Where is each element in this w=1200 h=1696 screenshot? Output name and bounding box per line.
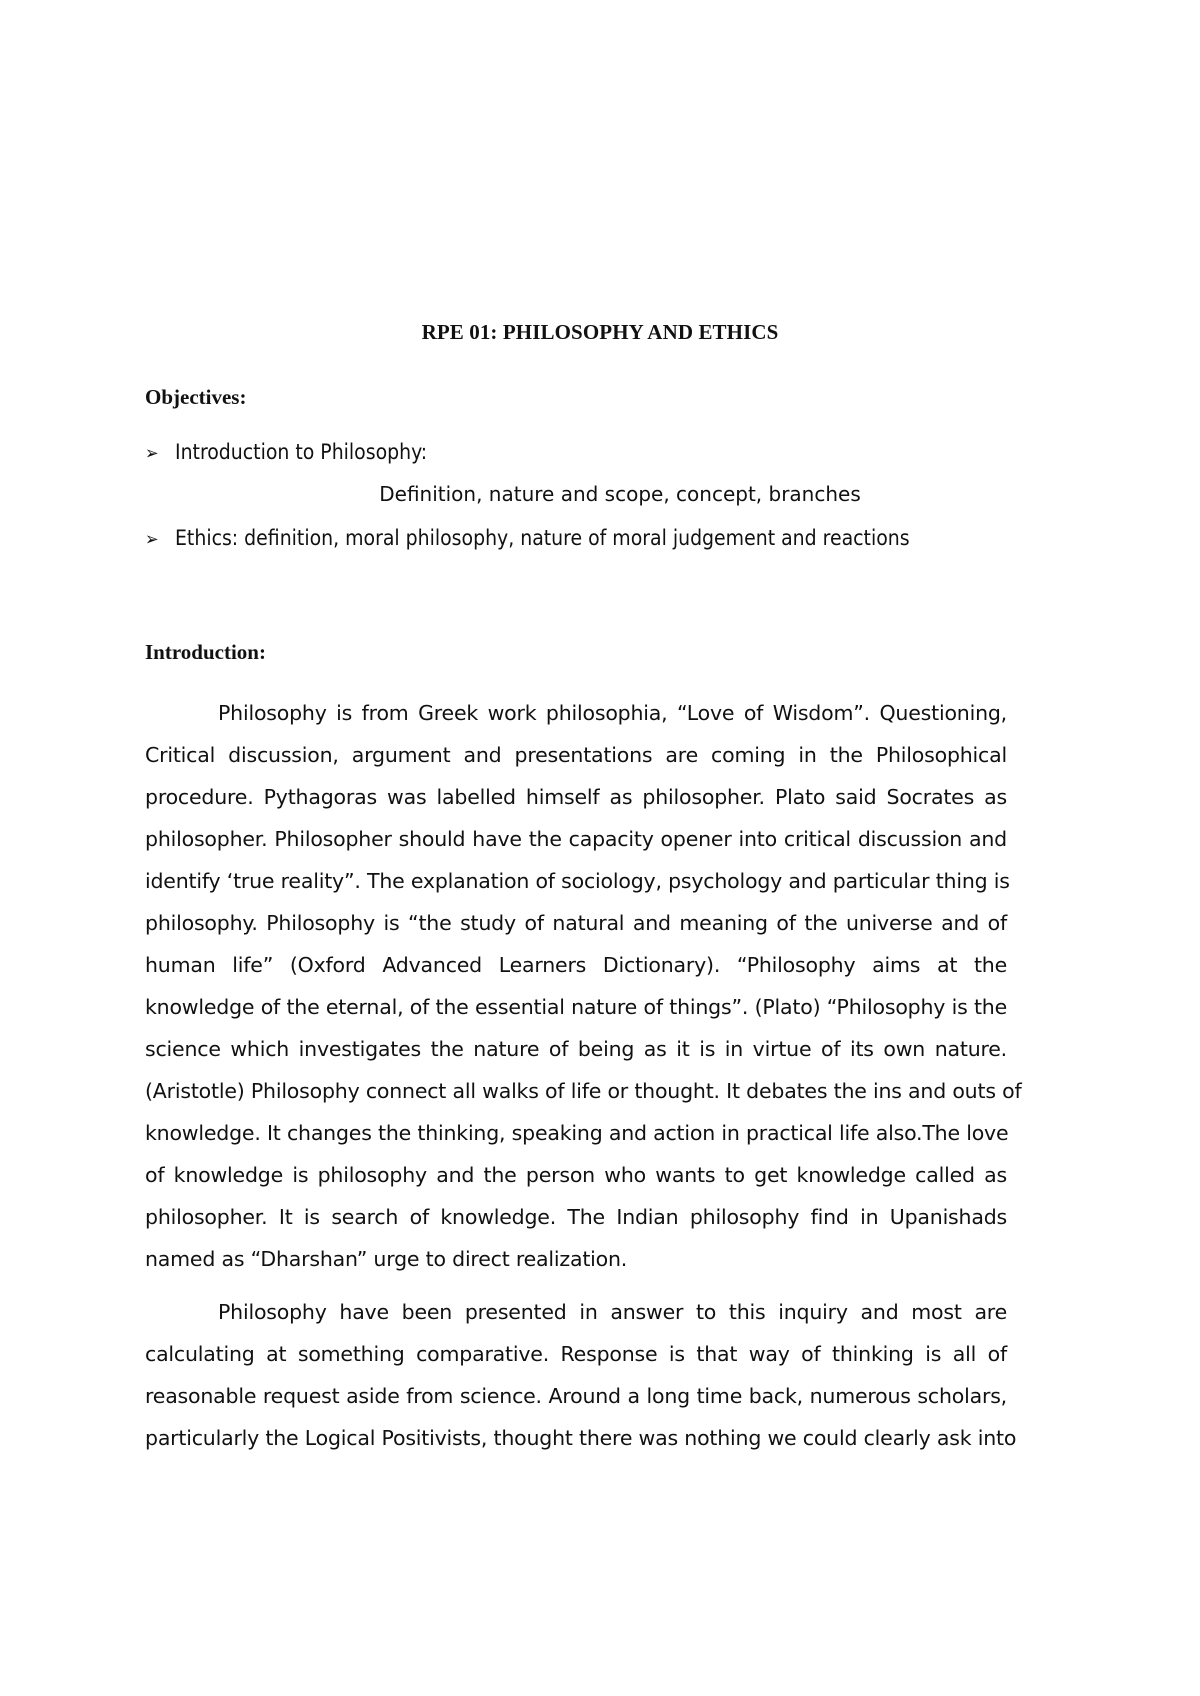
paragraph-line: philosopher. It is search of knowledge. The Indian philosophy find in Upanishads	[145, 1205, 1007, 1229]
paragraph-line: philosopher. Philosopher should have the capacity opener into critical discussion and	[145, 827, 1007, 851]
objective-bullet-1	[145, 440, 427, 464]
objective-bullet-1-subtext: Definition, nature and scope, concept, branches	[379, 482, 861, 506]
objectives-heading: Objectives:	[145, 385, 247, 409]
introduction-paragraph-1	[145, 692, 1022, 1280]
paragraph-line: reasonable request aside from science. Around a long time back, numerous scholars,	[145, 1384, 1007, 1408]
paragraph-line: knowledge of the eternal, of the essential nature of things”. (Plato) “Philosophy is the	[145, 995, 1007, 1019]
document-title: RPE 01: PHILOSOPHY AND ETHICS	[421, 320, 779, 344]
objective-bullet-2-text: Ethics: definition, moral philosophy, nature of moral judgement and reactions	[175, 526, 910, 550]
objective-bullet-2	[145, 526, 910, 550]
paragraph-line: Philosophy is from Greek work philosophia, “Love of Wisdom”. Questioning,	[218, 701, 1007, 725]
arrow-bullet-icon: ➢	[145, 529, 159, 550]
introduction-heading: Introduction:	[145, 640, 266, 664]
paragraph-line: philosophy. Philosophy is “the study of natural and meaning of the universe and of	[145, 911, 1007, 935]
paragraph-line: calculating at something comparative. Response is that way of thinking is all of	[145, 1342, 1007, 1366]
paragraph-line: named as “Dharshan” urge to direct realization.	[145, 1247, 628, 1271]
paragraph-line: knowledge. It changes the thinking, speaking and action in practical life also.The love	[145, 1121, 1009, 1145]
paragraph-line: of knowledge is philosophy and the person who wants to get knowledge called as	[145, 1163, 1007, 1187]
paragraph-line: particularly the Logical Positivists, thought there was nothing we could clearly ask into	[145, 1426, 1017, 1450]
introduction-paragraph-2	[145, 1291, 1017, 1459]
paragraph-line: human life” (Oxford Advanced Learners Dictionary). “Philosophy aims at the	[145, 953, 1007, 977]
paragraph-line: science which investigates the nature of being as it is in virtue of its own nature.	[145, 1037, 1007, 1061]
paragraph-line: Philosophy have been presented in answer to this inquiry and most are	[218, 1300, 1007, 1324]
paragraph-line: identify ‘true reality”. The explanation of sociology, psychology and particular thing is	[145, 869, 1010, 893]
paragraph-line: Critical discussion, argument and presentations are coming in the Philosophical	[145, 743, 1007, 767]
paragraph-line: procedure. Pythagoras was labelled himself as philosopher. Plato said Socrates as	[145, 785, 1007, 809]
arrow-bullet-icon: ➢	[145, 443, 159, 464]
paragraph-line: (Aristotle) Philosophy connect all walks of life or thought. It debates the ins and outs of	[145, 1079, 1022, 1103]
objective-bullet-1-text: Introduction to Philosophy:	[175, 440, 428, 464]
